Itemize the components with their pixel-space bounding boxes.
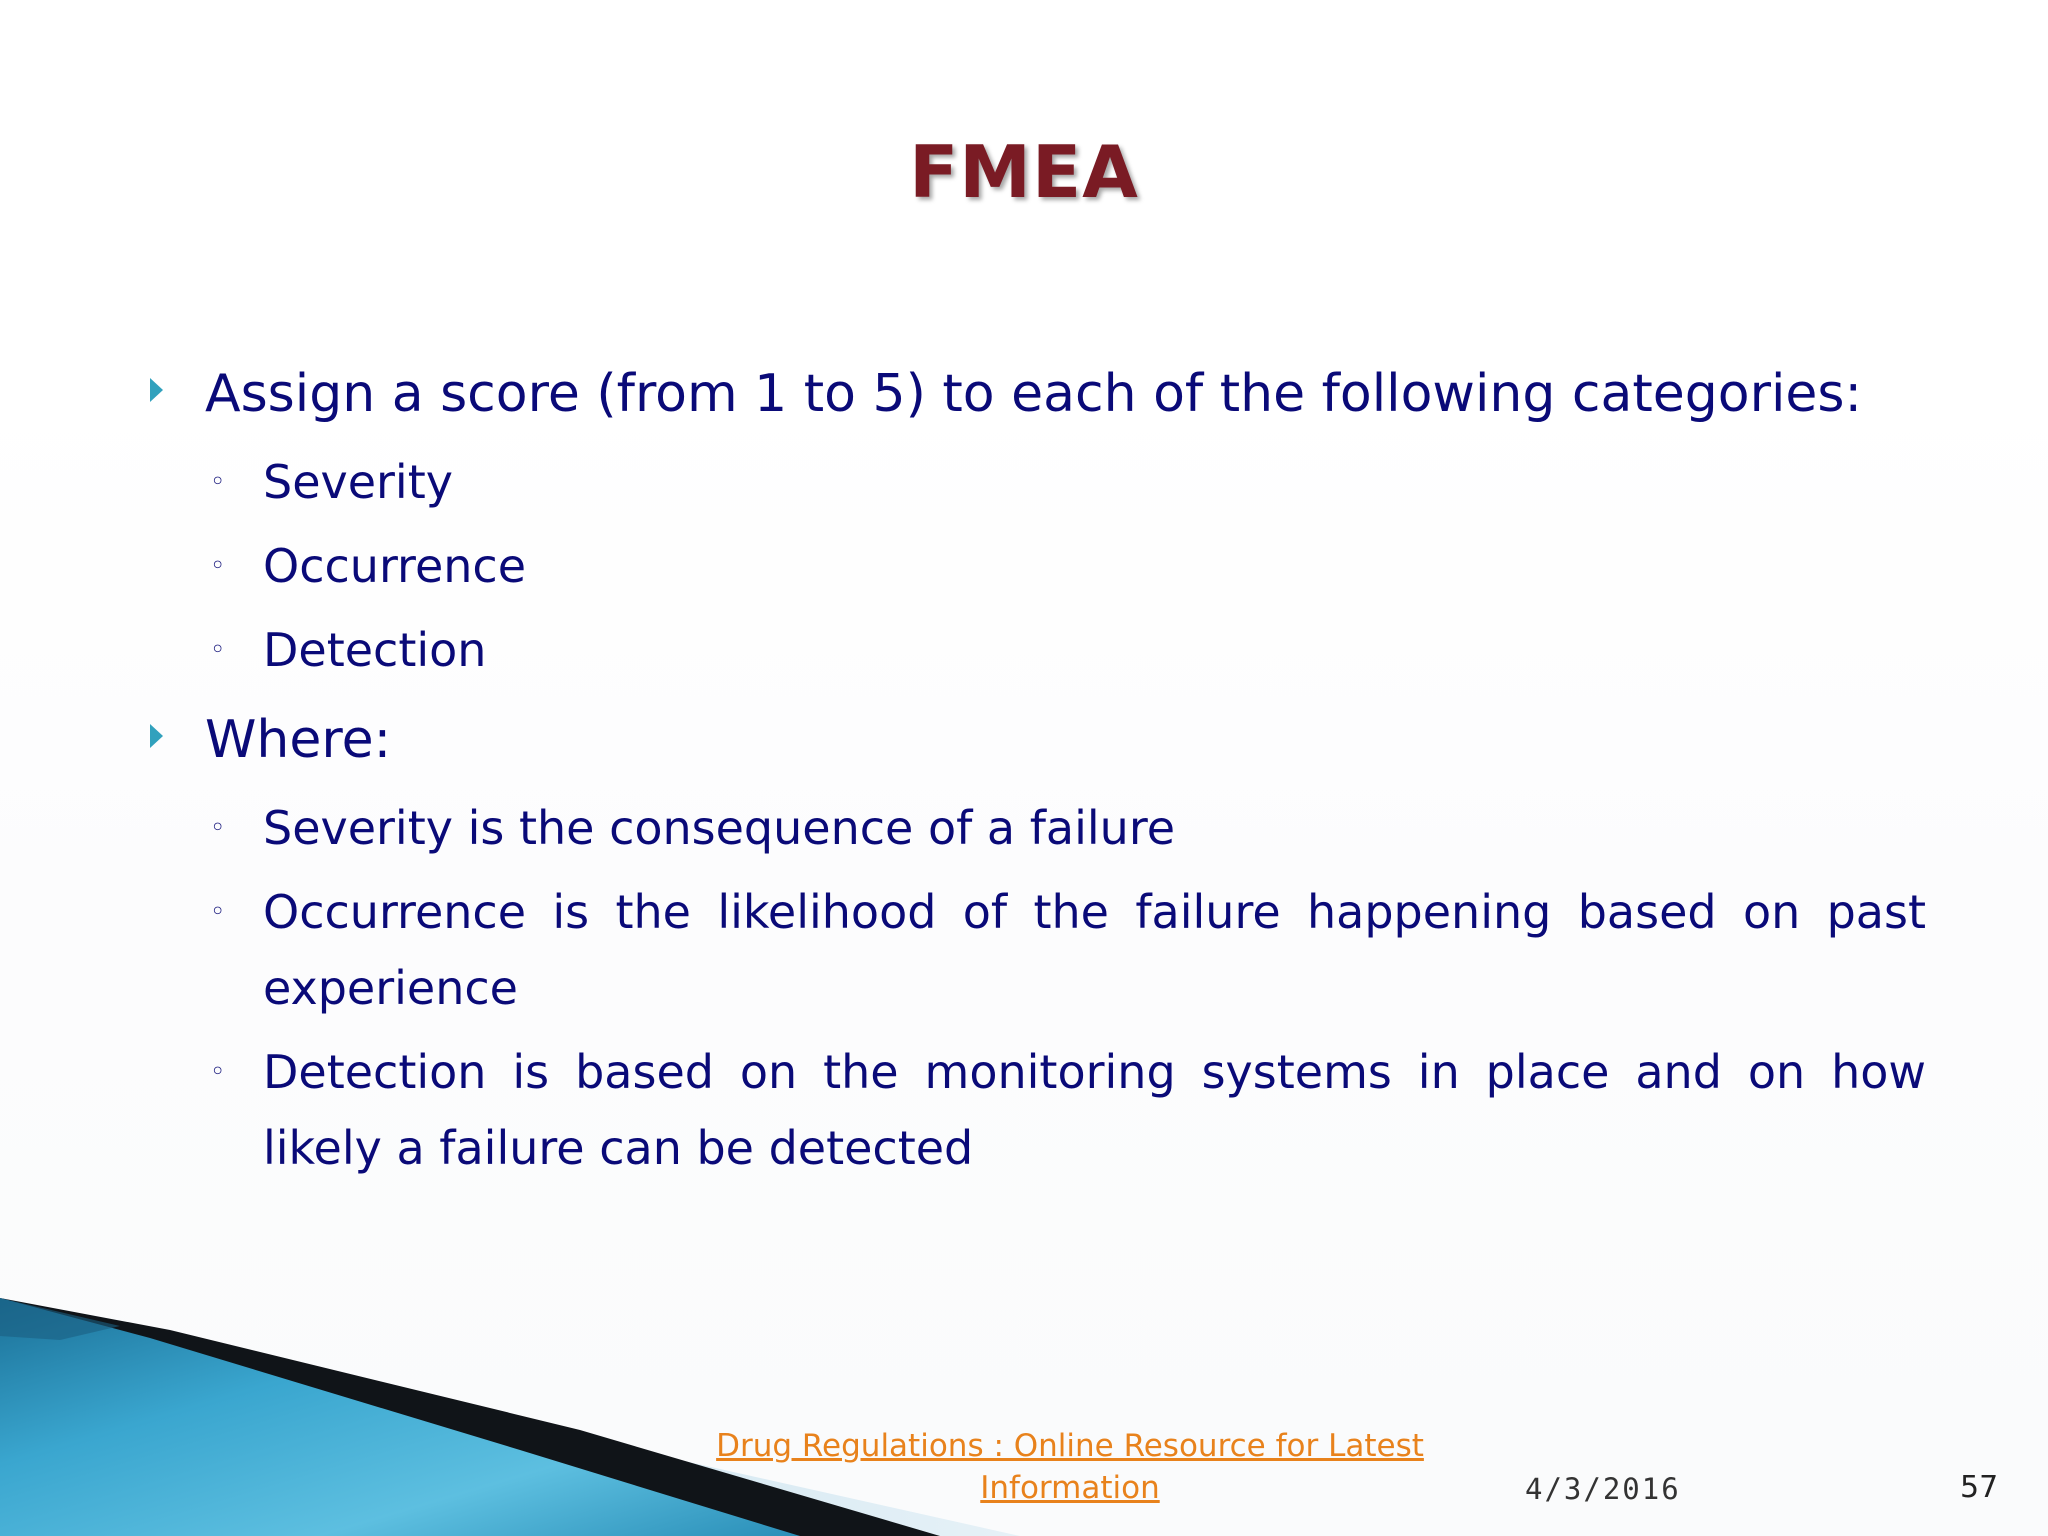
circle-outline-icon: ◦ — [210, 635, 226, 665]
bullet-text: Where: — [205, 710, 392, 770]
footer-link-line1[interactable]: Drug Regulations : Online Resource for Latest — [716, 1428, 1424, 1464]
circle-outline-icon: ◦ — [210, 1057, 226, 1087]
circle-outline-icon: ◦ — [210, 467, 226, 497]
sub-bullet-text: Detection — [263, 623, 487, 677]
triangle-right-icon — [150, 378, 163, 402]
sub-bullet-severity — [150, 444, 1926, 520]
sub-bullet-text: Severity — [263, 455, 453, 509]
circle-outline-icon: ◦ — [210, 551, 226, 581]
slide-body — [150, 350, 1926, 1194]
footer-resource-link[interactable] — [690, 1425, 1450, 1509]
footer-link-line2[interactable]: Information — [980, 1470, 1160, 1506]
triangle-right-icon — [150, 724, 163, 748]
sub-bullet-occurrence-definition — [150, 874, 1926, 1026]
bullet-assign-score — [150, 350, 1926, 438]
circle-outline-icon: ◦ — [210, 813, 226, 843]
sub-bullet-text: Occurrence is the likelihood of the failure happening based on past experience — [263, 885, 1926, 1015]
slide-title: FMEA — [909, 130, 1139, 214]
sub-bullet-occurrence — [150, 528, 1926, 604]
bullet-where — [150, 696, 1926, 784]
footer-date: 4/3/2016 — [1525, 1472, 1681, 1506]
bullet-text: Assign a score (from 1 to 5) to each of the following categories: — [205, 364, 1862, 424]
sub-bullet-detection — [150, 612, 1926, 688]
sub-bullet-text: Severity is the consequence of a failure — [263, 801, 1176, 855]
sub-bullet-detection-definition — [150, 1034, 1926, 1186]
sub-bullet-severity-definition — [150, 790, 1926, 866]
sub-bullet-text: Occurrence — [263, 539, 526, 593]
sub-bullet-text: Detection is based on the monitoring systems in place and on how likely a failure can be detected — [263, 1045, 1926, 1175]
slide-number: 57 — [1960, 1470, 1999, 1505]
circle-outline-icon: ◦ — [210, 897, 226, 927]
